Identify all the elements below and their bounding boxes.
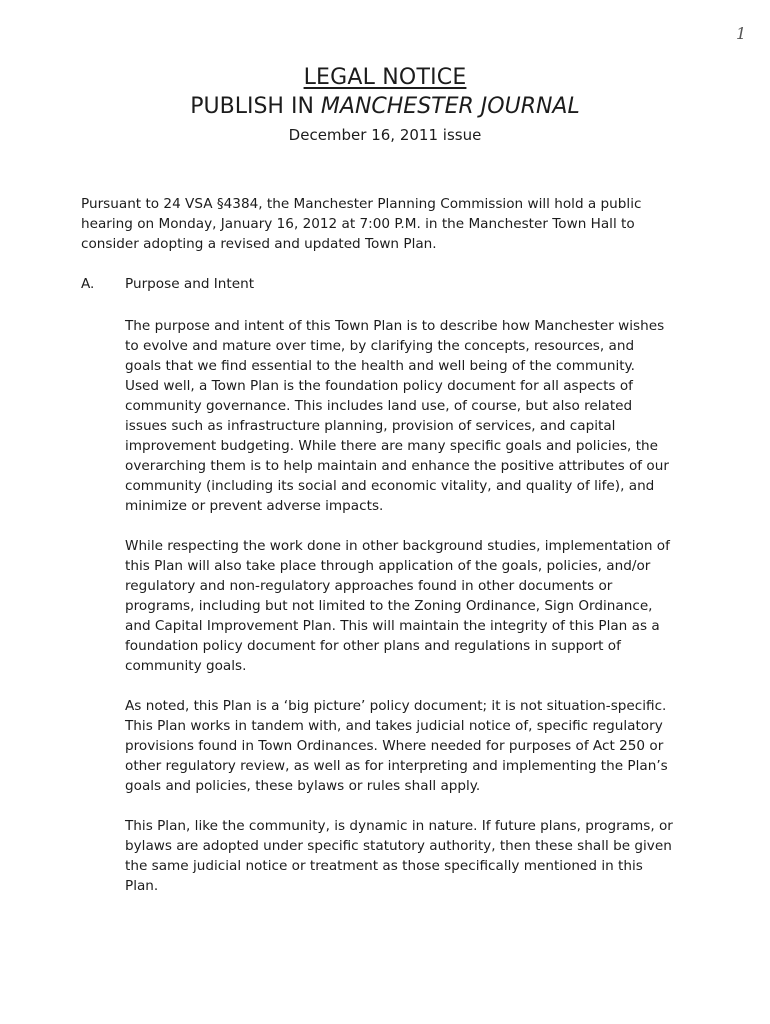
body-paragraph-implementation: While respecting the work done in other background studies, implementation of this Plan will also take place through application of the goals, policies, and/or regulatory and non-regulatory approaches found in other documents or programs, including but not limited to the Zoning Ordinance, Sign Ordinance, and Capital Improvement Plan. This will maintain the integrity of this Plan as a foundation policy document for other plans and regulations in support of community goals. — [125, 538, 670, 674]
publish-prefix: PUBLISH IN — [190, 94, 321, 119]
notice-title: LEGAL NOTICE — [303, 65, 467, 90]
section-title: Purpose and Intent — [125, 276, 255, 292]
section-heading — [81, 274, 254, 294]
body-paragraph-big-picture: As noted, this Plan is a ‘big picture’ policy document; it is not situation-specific. This Plan works in tandem with, and takes judicial notice of, specific regulatory provisions found in Town Ordinances. Where needed for purposes of Act 250 or other regulatory review, as well as for interpreting and implementing the Plan’s goals and policies, these bylaws or rules shall apply. — [125, 698, 668, 794]
body-paragraph-dynamic: This Plan, like the community, is dynamic in nature. If future plans, programs, or bylaws are adopted under specific statutory authority, then these shall be given the same judicial notice or treatment as those specifically mentioned in this Plan. — [125, 818, 673, 894]
body-paragraph-purpose: The purpose and intent of this Town Plan is to describe how Manchester wishes to evolve and mature over time, by clarifying the concepts, resources, and goals that we find essential to the health and well being of the community. Used well, a Town Plan is the foundation policy document for all aspects of community governance. This includes land use, of course, but also related issues such as infrastructure planning, provision of services, and capital improvement budgeting. While there are many specific goals and policies, the overarching them is to help maintain and enhance the positive attributes of our community (including its social and economic vitality, and quality of life), and minimize or prevent adverse impacts. — [125, 318, 669, 514]
journal-name: MANCHESTER JOURNAL — [320, 94, 580, 119]
page-number: 1 — [736, 24, 747, 43]
notice-header — [0, 64, 770, 146]
issue-date: December 16, 2011 issue — [288, 126, 482, 144]
publish-instruction — [0, 92, 770, 122]
intro-paragraph: Pursuant to 24 VSA §4384, the Manchester Planning Commission will hold a public hearing on Monday, January 16, 2012 at 7:00 P.M. in the Manchester Town Hall to consider adopting a revised and updated Town Plan. — [81, 196, 642, 252]
section-letter: A. — [81, 276, 95, 292]
section-body — [125, 316, 673, 916]
